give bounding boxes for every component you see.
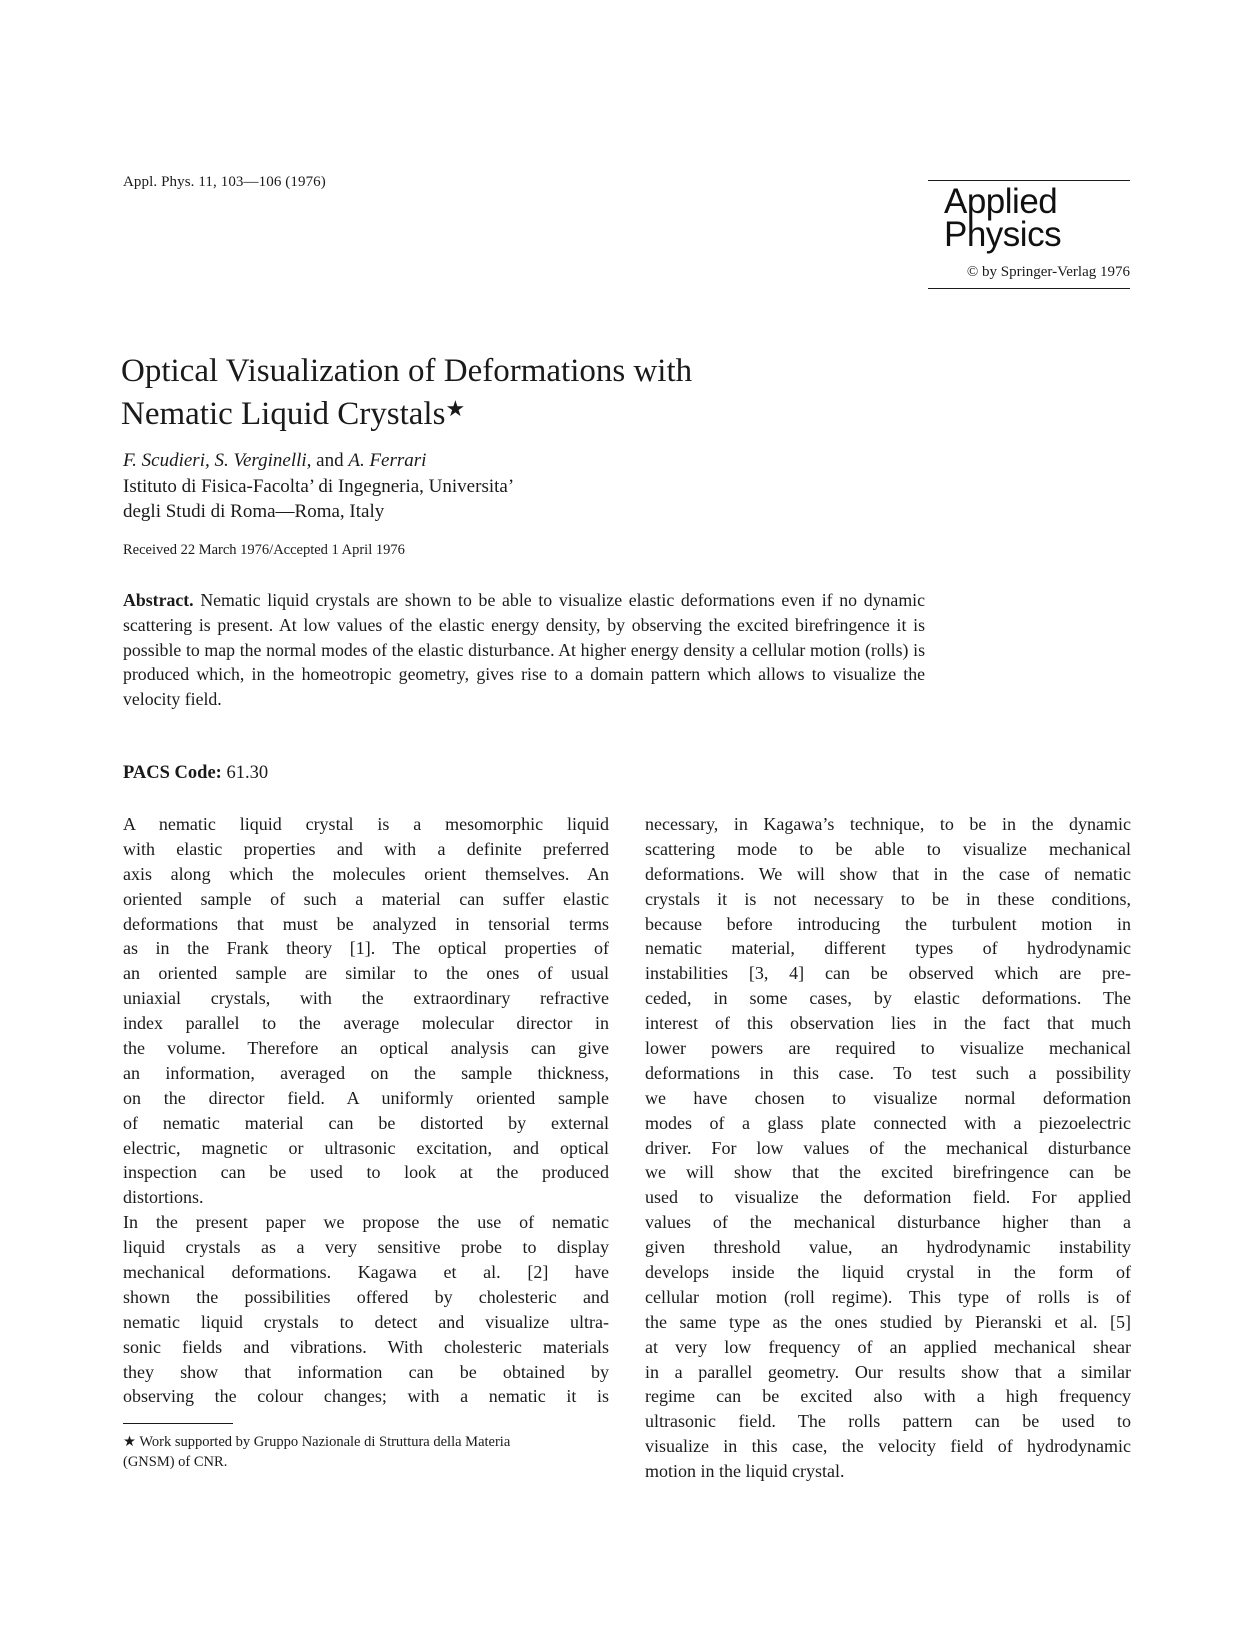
- abstract: [123, 588, 925, 712]
- text-line: of nematic material can be distorted by external: [123, 1112, 609, 1133]
- footnote-rule: [123, 1423, 233, 1424]
- affiliation-line-2: degli Studi di Roma—Roma, Italy: [123, 501, 385, 522]
- logo-word-physics: Physics: [944, 215, 1062, 254]
- text-line: nematic liquid crystals to detect and visualize ultra-: [123, 1311, 609, 1332]
- text-line: liquid crystals as a very sensitive probe to display: [123, 1237, 609, 1258]
- text-line: because before introducing the turbulent motion in: [645, 913, 1131, 934]
- text-line: modes of a glass plate connected with a piezoelectric: [645, 1112, 1131, 1133]
- text-line: In the present paper we propose the use of nematic: [123, 1212, 609, 1233]
- logo-top-rule: [928, 180, 1130, 181]
- text-line: sonic fields and vibrations. With cholesteric materials: [123, 1336, 609, 1357]
- text-line: scattering mode to be able to visualize mechanical: [645, 838, 1131, 859]
- text-line: motion in the liquid crystal.: [645, 1461, 845, 1482]
- text-line: visualize in this case, the velocity field of hydrodynamic: [645, 1436, 1131, 1457]
- text-line: driver. For low values of the mechanical disturbance: [645, 1137, 1131, 1158]
- text-line: we will show that the excited birefringence can be: [645, 1162, 1131, 1183]
- text-line: uniaxial crystals, with the extraordinary refractive: [123, 988, 609, 1009]
- text-line: an oriented sample are similar to the ones of usual: [123, 963, 609, 984]
- text-line: interest of this observation lies in the fact that much: [645, 1013, 1131, 1034]
- copyright-notice: © by Springer-Verlag 1976: [966, 264, 1130, 280]
- abstract-text: Nematic liquid crystals are shown to be able to visualize elastic deformations even if no dynamic scattering is present. At low values of the elastic energy density, by observing the excited birefringence it is possible to map the normal modes of the elastic disturbance. At higher energy density a cellular motion (rolls) is produced which, in the homeotropic geometry, gives rise to a domain pattern which allows to visualize the velocity field.: [123, 590, 925, 710]
- text-line: given threshold value, an hydrodynamic instability: [645, 1237, 1131, 1258]
- text-line: regime can be excited also with a high frequency: [645, 1386, 1131, 1407]
- paper-title: [121, 353, 692, 433]
- author-3: A. Ferrari: [348, 450, 427, 471]
- text-line: we have chosen to visualize normal deformation: [645, 1087, 1131, 1108]
- text-line: lower powers are required to visualize mechanical: [645, 1038, 1131, 1059]
- received-dates: Received 22 March 1976/Accepted 1 April 1976: [123, 542, 405, 558]
- text-line: inspection can be used to look at the produced: [123, 1162, 609, 1183]
- logo-bottom-rule: [928, 288, 1130, 289]
- text-line: develops inside the liquid crystal in the form of: [645, 1262, 1131, 1283]
- title-line-2-text: Nematic Liquid Crystals: [121, 396, 446, 432]
- text-line: observing the colour changes; with a nematic it is: [123, 1386, 609, 1407]
- text-line: oriented sample of such a material can suffer elastic: [123, 888, 609, 909]
- text-line: the volume. Therefore an optical analysis can give: [123, 1038, 609, 1059]
- title-line-2: [121, 390, 692, 433]
- author-1: F. Scudieri,: [123, 450, 210, 471]
- text-line: values of the mechanical disturbance higher than a: [645, 1212, 1131, 1233]
- footnote: [123, 1432, 609, 1472]
- text-line: with elastic properties and with a definite preferred: [123, 838, 609, 859]
- text-line: electric, magnetic or ultrasonic excitation, and optical: [123, 1137, 609, 1158]
- text-line: as in the Frank theory [1]. The optical properties of: [123, 938, 609, 959]
- author-list: [123, 448, 426, 473]
- text-line: ceded, in some cases, by elastic deformations. The: [645, 988, 1131, 1009]
- text-line: used to visualize the deformation field. For applied: [645, 1187, 1131, 1208]
- text-line: distortions.: [123, 1187, 204, 1208]
- text-line: necessary, in Kagawa’s technique, to be in the dynamic: [645, 814, 1131, 834]
- footnote-star-icon: ★: [445, 396, 466, 421]
- text-line: in a parallel geometry. Our results show that a similar: [645, 1361, 1131, 1382]
- abstract-label: Abstract.: [123, 590, 194, 610]
- pacs-code: [123, 763, 268, 784]
- text-line: at very low frequency of an applied mechanical shear: [645, 1336, 1131, 1357]
- text-line: an information, averaged on the sample thickness,: [123, 1062, 609, 1083]
- text-line: index parallel to the average molecular director in: [123, 1013, 609, 1034]
- text-line: deformations. We will show that in the case of nematic: [645, 863, 1131, 884]
- text-line: nematic material, different types of hydrodynamic: [645, 938, 1131, 959]
- text-line: mechanical deformations. Kagawa et al. [2] have: [123, 1262, 609, 1283]
- pacs-label: PACS Code:: [123, 763, 222, 783]
- title-line-1: Optical Visualization of Deformations with: [121, 353, 693, 389]
- text-line: they show that information can be obtained by: [123, 1361, 609, 1382]
- body-column-right: [645, 812, 1131, 1484]
- affiliation: [123, 474, 514, 524]
- text-line: cellular motion (roll regime). This type of rolls is of: [645, 1286, 1131, 1307]
- text-line: axis along which the molecules orient themselves. An: [123, 863, 609, 884]
- author-2: S. Verginelli,: [214, 450, 312, 471]
- journal-citation: Appl. Phys. 11, 103—106 (1976): [123, 174, 326, 190]
- pacs-value: 61.30: [226, 763, 269, 783]
- text-line: shown the possibilities offered by cholesteric and: [123, 1286, 609, 1307]
- text-line: the same type as the ones studied by Pieranski et al. [5]: [645, 1311, 1131, 1332]
- text-line: crystals it is not necessary to be in these conditions,: [645, 888, 1131, 909]
- body-column-left: [123, 812, 609, 1409]
- text-line: A nematic liquid crystal is a mesomorphic liquid: [123, 814, 609, 834]
- text-line: ultrasonic field. The rolls pattern can be used to: [645, 1411, 1131, 1432]
- affiliation-line-1: Istituto di Fisica-Facolta’ di Ingegneria, Universita’: [123, 476, 515, 497]
- text-line: deformations in this case. To test such a possibility: [645, 1062, 1131, 1083]
- author-conjunction: and: [316, 450, 344, 471]
- footnote-line-1: ★ Work supported by Gruppo Nazionale di Struttura della Materia: [123, 1434, 511, 1450]
- text-line: instabilities [3, 4] can be observed which are pre-: [645, 963, 1131, 984]
- logo-word-applied: Applied: [944, 182, 1058, 221]
- text-line: deformations that must be analyzed in tensorial terms: [123, 913, 609, 934]
- footnote-line-2: (GNSM) of CNR.: [123, 1454, 228, 1470]
- text-line: on the director field. A uniformly oriented sample: [123, 1087, 609, 1108]
